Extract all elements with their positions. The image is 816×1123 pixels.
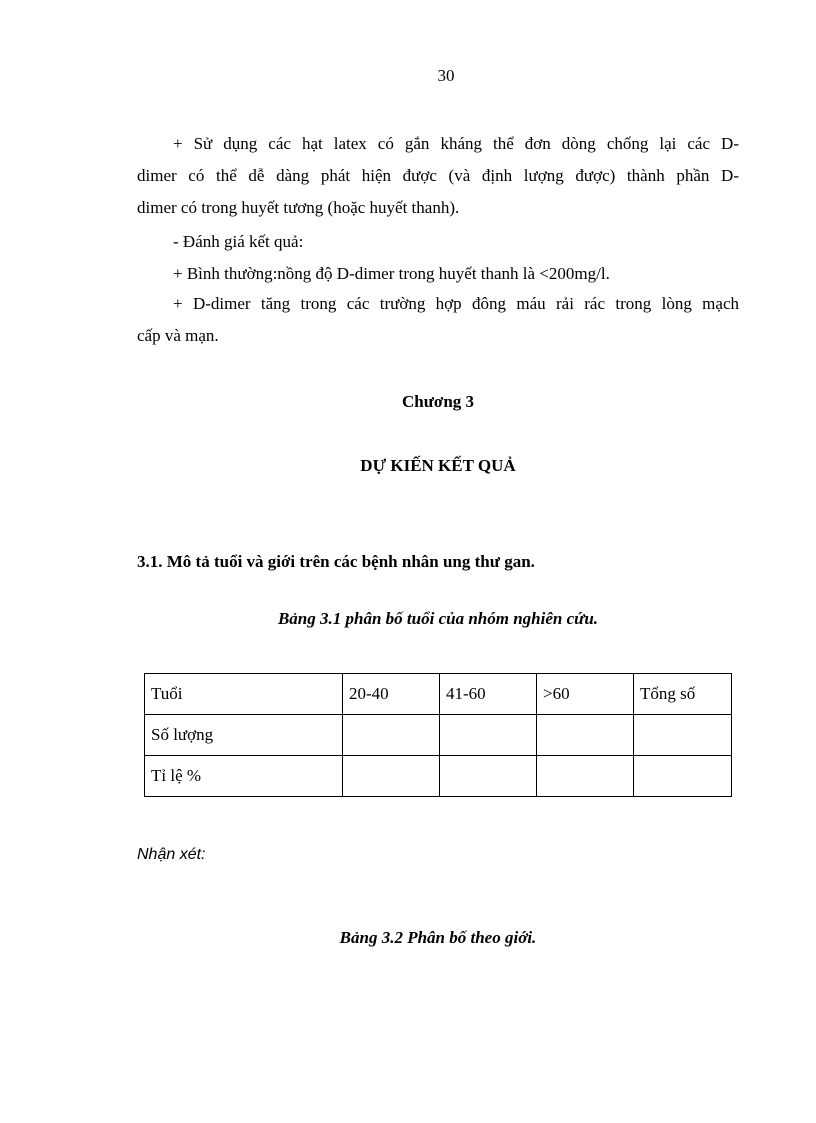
section-heading-3-1: 3.1. Mô tả tuổi và giới trên các bệnh nhân ung thư gan. [137,552,535,571]
page-number: 30 [437,66,455,85]
table-cell [440,715,537,756]
ddimer-increase-line-1 [137,288,739,320]
table-cell [634,756,732,797]
ddimer-increase-text-1: + D-dimer tăng trong các trường hợp đông máu rải rác trong lòng mạch [173,294,739,313]
table-row [145,715,732,756]
table-cell [440,756,537,797]
table-cell [343,715,440,756]
paragraph-latex-line-2 [137,160,739,192]
table-cell [537,756,634,797]
age-distribution-table [144,673,732,797]
table-header-row [145,674,732,715]
header-cell-41-60: 41-60 [440,674,537,715]
header-cell-20-40: 20-40 [343,674,440,715]
paragraph-latex-text-2: dimer có thể dễ dàng phát hiện được (và định lượng được) thành phần D- [137,166,739,185]
header-cell-age: Tuổi [145,674,343,715]
paragraph-latex-line-1 [137,128,739,160]
header-cell-total: Tổng số [634,674,732,715]
table-cell [634,715,732,756]
row-label-percent: Tỉ lệ % [145,756,343,797]
normal-range-line: + Bình thường:nồng độ D-dimer trong huyết thanh là <200mg/l. [173,264,610,283]
table-3-2-caption: Bảng 3.2 Phân bố theo giới. [339,928,537,947]
chapter-title: DỰ KIẾN KẾT QUẢ [360,456,516,475]
table-cell [343,756,440,797]
table-cell [537,715,634,756]
table-3-1-caption: Bảng 3.1 phân bố tuổi của nhóm nghiên cứu. [277,609,599,628]
row-label-count: Số lượng [145,715,343,756]
chapter-label: Chương 3 [401,392,475,411]
paragraph-latex-text-1: + Sử dụng các hạt latex có gắn kháng thể đơn dòng chống lại các D- [173,134,739,153]
paragraph-latex-line-3: dimer có trong huyết tương (hoặc huyết thanh). [137,198,460,217]
header-cell-over-60: >60 [537,674,634,715]
remark-label: Nhận xét: [137,846,206,863]
table-row [145,756,732,797]
evaluation-heading: - Đánh giá kết quả: [173,232,304,251]
ddimer-increase-line-2: cấp và mạn. [137,326,219,345]
